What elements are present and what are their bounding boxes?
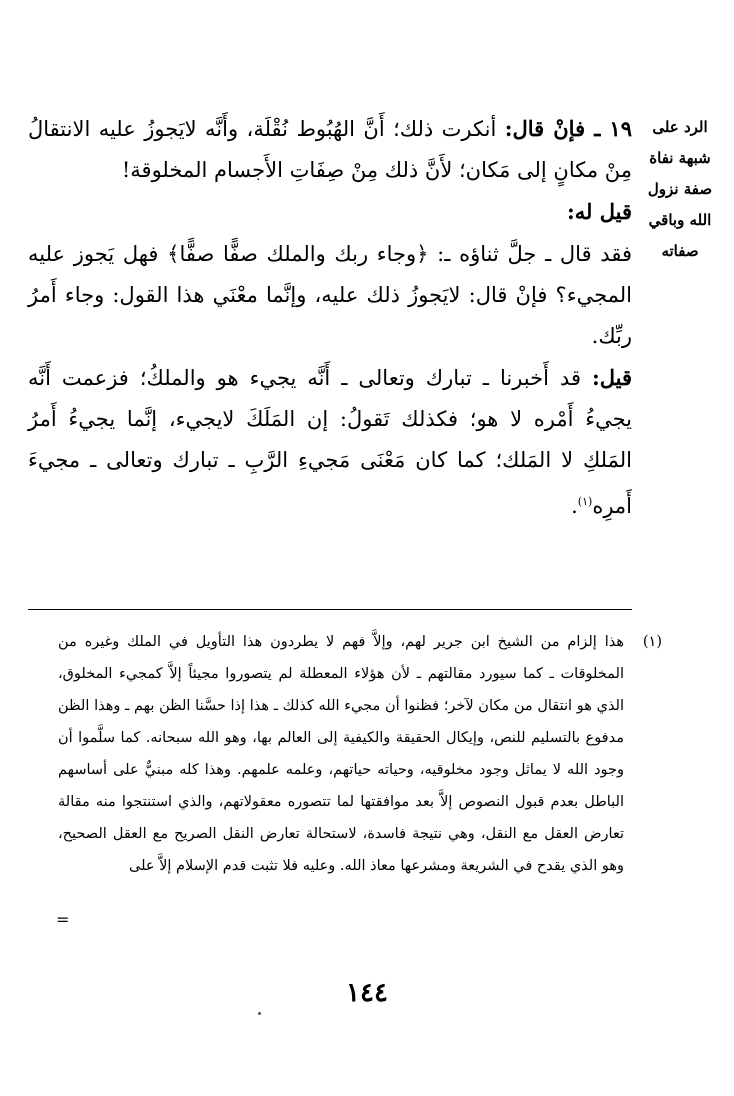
- footnote: [58, 626, 662, 882]
- print-speck: [258, 1012, 261, 1015]
- paragraph-quran-argument: [28, 233, 632, 357]
- margin-note: [634, 112, 726, 267]
- margin-note-line: الرد على: [652, 118, 708, 136]
- paragraph-19: [28, 108, 632, 191]
- paragraph-text: أنكرت ذلك؛ أَنَّ الهُبُوط نُقْلَة، وأَنَّه لايَجوزُ عليه الانتقالُ مِنْ مكانٍ إلى مَكان؛ لأَنَّ ذلك مِنْ صِفَاتِ الأَجسام المخلوقة!: [28, 117, 632, 182]
- paragraph-reply-heading: [28, 191, 632, 233]
- paragraph-lead: قيل له:: [567, 199, 632, 224]
- paragraph-reply: [28, 357, 632, 527]
- margin-note-line: صفاته: [661, 242, 699, 260]
- continuation-mark: =: [56, 910, 70, 929]
- margin-note-line: شبهة نفاة: [649, 149, 711, 167]
- paragraph-lead: قيل:: [591, 365, 632, 390]
- paragraph-lead: ١٩ ـ فإنْ قال:: [504, 116, 632, 141]
- footnote-number: (١): [642, 634, 662, 650]
- main-text: [28, 108, 632, 527]
- margin-note-line: الله وباقي: [648, 211, 712, 229]
- paragraph-text: فقد قال ـ جلَّ ثناؤه ـ: ﴿وجاء ربك والملك صفًّا صفًّا﴾ فهل يَجوز عليه المجيء؟ فإنْ قال: لايَجوزُ ذلك عليه، وإنَّما معْنَي هذا القول: وجاء أَمرُ ربِّك.: [28, 242, 632, 348]
- footnote-separator: [28, 609, 632, 610]
- footnote-reference[interactable]: (١): [577, 495, 593, 508]
- paragraph-text: قد أَخبرنا ـ تبارك وتعالى ـ أَنَّه يجيء هو والملكُ؛ فزعمت أَنَّه يجيءُ أَمْره لا هو؛ فكذلك تَقولُ: إن المَلَكَ لايجيء، إنَّما يجيءُ أَمرُ المَلكِ لا المَلك؛ كما كان مَعْنَى مَجيءِ الرَّبِ ـ تبارك وتعالى ـ مجيءَ أَمرِه: [28, 366, 632, 518]
- margin-note-line: صفة نزول: [647, 180, 713, 198]
- paragraph-end: .: [571, 494, 578, 518]
- page-number: ١٤٤: [346, 978, 388, 1008]
- footnote-text: هذا إلزام من الشيخ ابن جرير لهم، وإلاَّ فهم لا يطردون هذا التأويل في الملك وغيره من المخلوقات ـ كما سيورد مقالتهم ـ لأن هؤلاء المعطلة لم يتصوروا مجيئاً إلاَّ كمجيء المخلوق، الذي هو انتقال من مكان لآخر؛ فظنوا أن مجيء الله كذلك ـ هذا إذا حسَّنا الظن بهم ـ وهذا الظن مدفوع بالتسليم للنص، وإيكال الحقيقة والكيفية إلى العالم بها، وهو الله سبحانه. كما سلَّموا أن وجود الله لا يماثل وجود مخلوقيه، وحياته حياتهم، وعلمه علمهم. وهذا كله مبنيٌّ على أساسهم الباطل بعدم قبول النصوص إلاَّ بعد موافقتها لما تتصوره معقولاتهم، والذي استنتجوا منه مقالة تعارض العقل مع النقل، وهي نتيجة فاسدة، لاستحالة تعارض النقل الصريح مع العقل الصحيح، وهو الذي يقدح في الشريعة ومشرعها معاذ الله. وعليه فلا تثبت قدم الإسلام إلاَّ على: [58, 634, 624, 874]
